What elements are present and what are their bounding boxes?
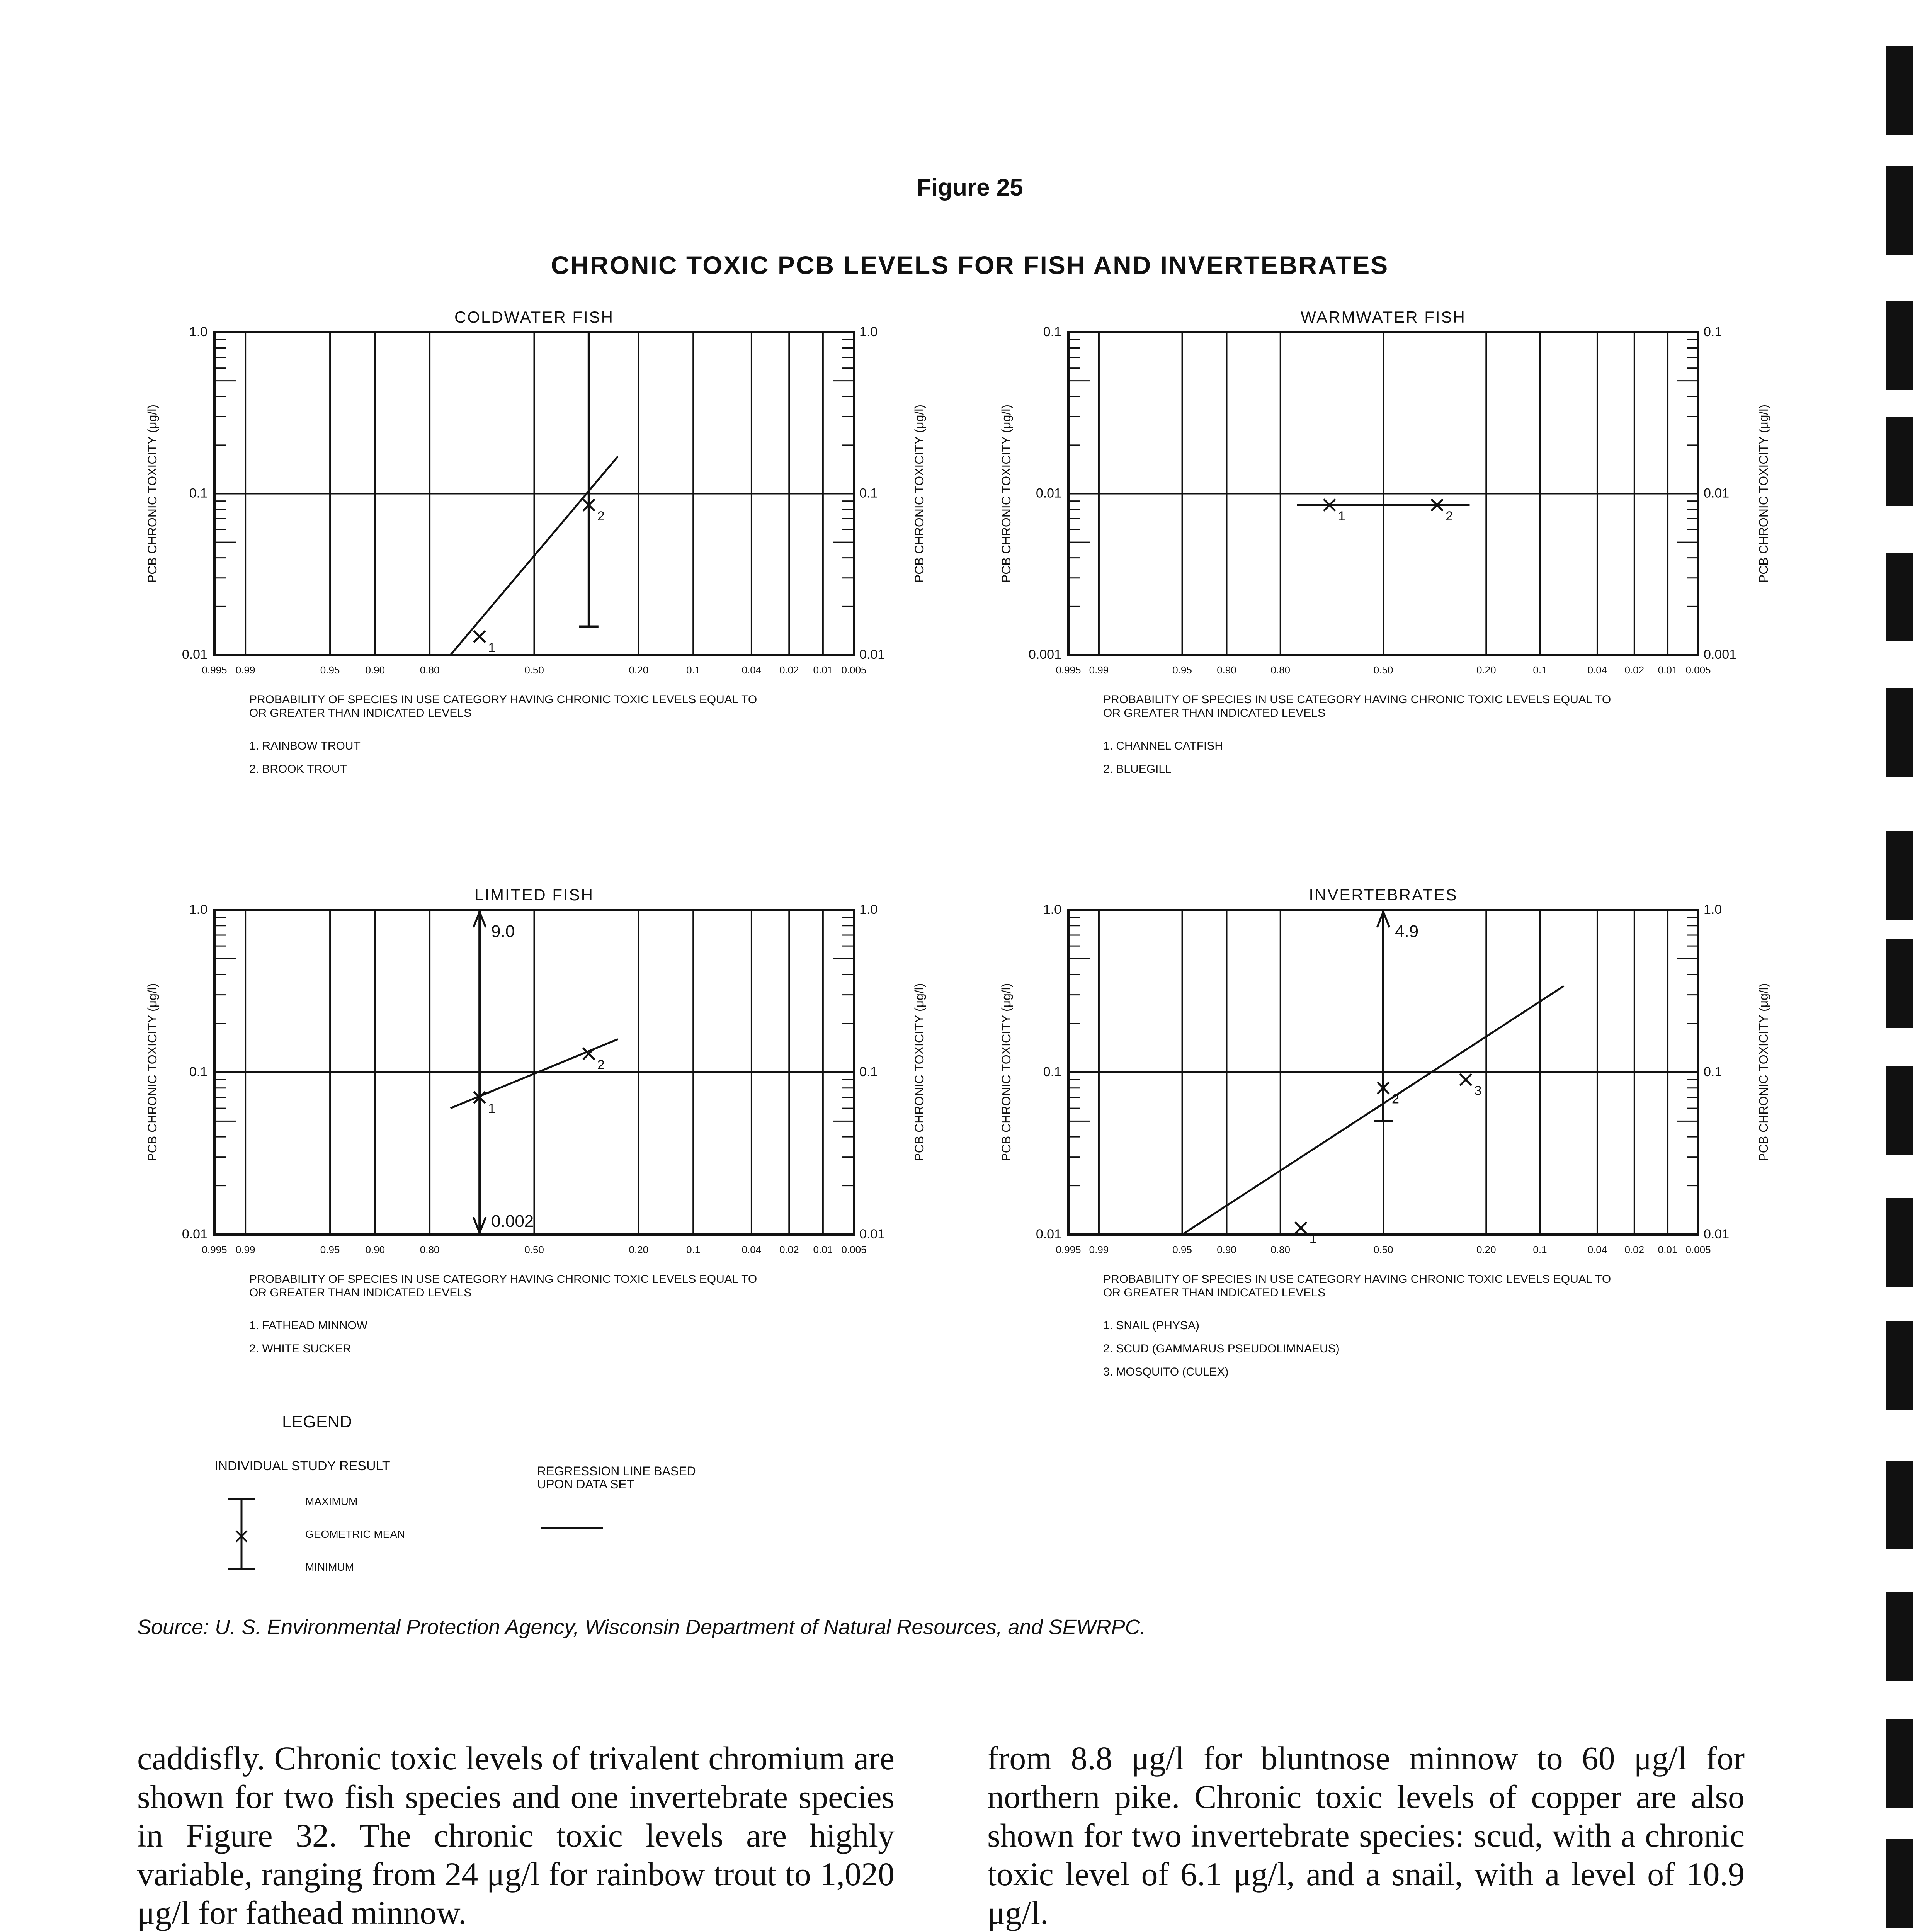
x-tick-label: 0.50 xyxy=(524,664,544,676)
chart-title: COLDWATER FISH xyxy=(454,308,614,326)
chart-2 xyxy=(999,308,1770,776)
y-tick-label-right: 1.0 xyxy=(1704,902,1722,917)
x-tick-label: 0.20 xyxy=(1476,1244,1496,1255)
x-tick-label: 0.90 xyxy=(365,1244,385,1255)
registration-mark xyxy=(1886,688,1913,777)
x-tick-label: 0.005 xyxy=(1685,664,1711,676)
x-tick-label: 0.99 xyxy=(235,664,255,676)
x-tick-label: 0.01 xyxy=(813,1244,833,1255)
species-key-item: 1. FATHEAD MINNOW xyxy=(249,1319,368,1332)
regression-line xyxy=(1182,986,1564,1235)
registration-mark xyxy=(1886,553,1913,641)
y-tick-label-right: 1.0 xyxy=(859,902,878,917)
y-axis-title-left: PCB CHRONIC TOXICITY (μg/l) xyxy=(999,983,1013,1162)
data-point-label: 2 xyxy=(1446,509,1453,524)
registration-mark xyxy=(1886,1461,1913,1549)
x-tick-label: 0.20 xyxy=(1476,664,1496,676)
x-tick-label: 0.50 xyxy=(1373,1244,1393,1255)
x-tick-label: 0.1 xyxy=(1533,664,1547,676)
y-tick-label-right: 0.1 xyxy=(859,486,878,501)
x-tick-label: 0.04 xyxy=(1587,664,1607,676)
x-tick-label: 0.01 xyxy=(813,664,833,676)
registration-mark xyxy=(1886,1066,1913,1155)
y-tick-label-left: 0.01 xyxy=(182,647,207,662)
x-tick-label: 0.005 xyxy=(1685,1244,1711,1255)
chart-title: LIMITED FISH xyxy=(474,886,594,904)
registration-mark xyxy=(1886,1839,1913,1928)
data-point-label: 2 xyxy=(597,509,605,524)
species-key-item: 1. RAINBOW TROUT xyxy=(249,740,361,752)
x-tick-label: 0.20 xyxy=(629,664,649,676)
range-max-label: 9.0 xyxy=(491,922,515,941)
data-point xyxy=(1295,1222,1307,1234)
paragraph: from 8.8 μg/l for bluntnose minnow to 60 μg/l for northern pike. Chronic toxic levels of copper are also shown for two invertebrate species: scud, with a chronic toxic level of 6.1 μg/l, and a snail, with a level of 10.9 μg/l. xyxy=(987,1740,1745,1931)
x-tick-label: 0.02 xyxy=(1624,1244,1645,1255)
y-tick-label-left: 0.01 xyxy=(1036,486,1061,501)
legend-regression-line1: REGRESSION LINE BASED xyxy=(537,1464,696,1478)
registration-mark xyxy=(1886,166,1913,255)
y-tick-label-left: 0.1 xyxy=(189,1065,207,1079)
y-tick-label-left: 0.01 xyxy=(1036,1227,1061,1242)
y-tick-label-left: 1.0 xyxy=(189,902,207,917)
y-tick-label-right: 0.1 xyxy=(1704,325,1722,339)
data-point xyxy=(1460,1074,1471,1085)
species-key-item: 2. BLUEGILL xyxy=(1103,763,1172,776)
x-tick-label: 0.995 xyxy=(202,664,227,676)
x-tick-label: 0.95 xyxy=(1172,1244,1192,1255)
registration-mark xyxy=(1886,1321,1913,1410)
y-tick-label-right: 0.01 xyxy=(859,1227,885,1242)
y-axis-title-right: PCB CHRONIC TOXICITY (μg/l) xyxy=(1757,404,1770,583)
x-tick-label: 0.01 xyxy=(1658,664,1678,676)
species-key-item: 2. SCUD (GAMMARUS PSEUDOLIMNAEUS) xyxy=(1103,1342,1340,1355)
x-tick-label: 0.01 xyxy=(1658,1244,1678,1255)
figure-title: CHRONIC TOXIC PCB LEVELS FOR FISH AND INVERTEBRATES xyxy=(551,251,1389,279)
x-axis-title-line2: OR GREATER THAN INDICATED LEVELS xyxy=(249,1286,472,1299)
registration-mark xyxy=(1886,301,1913,390)
chart-title: WARMWATER FISH xyxy=(1301,308,1466,326)
range-max-label: 4.9 xyxy=(1395,922,1419,941)
registration-mark xyxy=(1886,1198,1913,1287)
registration-mark xyxy=(1886,417,1913,506)
data-point-label: 1 xyxy=(1338,509,1345,524)
legend-regression-label xyxy=(537,1464,696,1491)
y-tick-label-right: 0.1 xyxy=(1704,1065,1722,1079)
species-key-item: 1. SNAIL (PHYSA) xyxy=(1103,1319,1199,1332)
legend-individual-label: INDIVIDUAL STUDY RESULT xyxy=(214,1459,390,1473)
legend-symbols xyxy=(228,1499,603,1569)
x-tick-label: 0.80 xyxy=(1270,1244,1291,1255)
y-tick-label-right: 1.0 xyxy=(859,325,878,339)
x-axis-title-line2: OR GREATER THAN INDICATED LEVELS xyxy=(1103,707,1326,719)
x-axis-title-line1: PROBABILITY OF SPECIES IN USE CATEGORY HAVING CHRONIC TOXIC LEVELS EQUAL TO xyxy=(1103,693,1611,706)
x-tick-label: 0.1 xyxy=(1533,1244,1547,1255)
chart-title: INVERTEBRATES xyxy=(1309,886,1458,904)
y-tick-label-left: 0.1 xyxy=(189,486,207,501)
y-tick-label-right: 0.1 xyxy=(859,1065,878,1079)
x-axis-title-line2: OR GREATER THAN INDICATED LEVELS xyxy=(249,707,472,719)
y-axis-title-left: PCB CHRONIC TOXICITY (μg/l) xyxy=(145,983,159,1162)
x-tick-label: 0.90 xyxy=(1217,1244,1236,1255)
data-point-label: 2 xyxy=(1392,1092,1399,1107)
x-axis-title-line2: OR GREATER THAN INDICATED LEVELS xyxy=(1103,1286,1326,1299)
y-tick-label-left: 0.001 xyxy=(1028,647,1061,662)
x-tick-label: 0.90 xyxy=(1217,664,1236,676)
y-tick-label-left: 1.0 xyxy=(1043,902,1061,917)
x-tick-label: 0.20 xyxy=(629,1244,649,1255)
chart-4 xyxy=(999,886,1770,1378)
y-tick-label-left: 1.0 xyxy=(189,325,207,339)
source-note: Source: U. S. Environmental Protection Agency, Wisconsin Department of Natural Resources, and SEWRPC. xyxy=(137,1616,1146,1639)
x-tick-label: 0.80 xyxy=(420,1244,440,1255)
legend-minimum-label: MINIMUM xyxy=(305,1561,354,1573)
range-min-label: 0.002 xyxy=(491,1212,534,1231)
x-tick-label: 0.02 xyxy=(779,664,799,676)
registration-mark xyxy=(1886,831,1913,920)
x-tick-label: 0.04 xyxy=(742,664,762,676)
y-axis-title-right: PCB CHRONIC TOXICITY (μg/l) xyxy=(1757,983,1770,1162)
y-tick-label-right: 0.01 xyxy=(1704,1227,1730,1242)
figure-number: Figure 25 xyxy=(917,174,1023,201)
data-point-label: 2 xyxy=(597,1058,605,1073)
x-axis-title-line1: PROBABILITY OF SPECIES IN USE CATEGORY HAVING CHRONIC TOXIC LEVELS EQUAL TO xyxy=(249,1273,757,1286)
x-tick-label: 0.95 xyxy=(320,664,340,676)
legend-title: LEGEND xyxy=(282,1412,352,1431)
x-tick-label: 0.80 xyxy=(1270,664,1291,676)
x-tick-label: 0.995 xyxy=(1056,664,1081,676)
registration-mark xyxy=(1886,1719,1913,1808)
x-tick-label: 0.04 xyxy=(742,1244,762,1255)
text-column-left xyxy=(137,1739,895,1932)
x-tick-label: 0.50 xyxy=(1373,664,1393,676)
species-key-item: 3. MOSQUITO (CULEX) xyxy=(1103,1366,1229,1378)
y-tick-label-right: 0.01 xyxy=(859,647,885,662)
chart-3 xyxy=(145,886,926,1355)
x-tick-label: 0.02 xyxy=(779,1244,799,1255)
scan-marks xyxy=(1886,46,1913,1932)
registration-mark xyxy=(1886,46,1913,135)
data-point-label: 1 xyxy=(488,1101,496,1116)
x-tick-label: 0.1 xyxy=(686,1244,701,1255)
y-axis-title-right: PCB CHRONIC TOXICITY (μg/l) xyxy=(912,404,926,583)
data-point-label: 1 xyxy=(488,640,496,655)
x-tick-label: 0.80 xyxy=(420,664,440,676)
x-tick-label: 0.005 xyxy=(841,664,867,676)
species-key-item: 2. BROOK TROUT xyxy=(249,763,347,776)
x-tick-label: 0.02 xyxy=(1624,664,1645,676)
y-axis-title-left: PCB CHRONIC TOXICITY (μg/l) xyxy=(145,404,159,583)
y-tick-label-left: 0.1 xyxy=(1043,325,1061,339)
y-tick-label-right: 0.001 xyxy=(1704,647,1737,662)
x-tick-label: 0.99 xyxy=(1089,1244,1109,1255)
y-tick-label-right: 0.01 xyxy=(1704,486,1730,501)
data-point-label: 1 xyxy=(1309,1231,1317,1247)
chart-1 xyxy=(145,308,926,776)
species-key-item: 2. WHITE SUCKER xyxy=(249,1342,351,1355)
x-tick-label: 0.50 xyxy=(524,1244,544,1255)
x-axis-title-line1: PROBABILITY OF SPECIES IN USE CATEGORY HAVING CHRONIC TOXIC LEVELS EQUAL TO xyxy=(1103,1273,1611,1286)
legend-regression-line2: UPON DATA SET xyxy=(537,1477,634,1491)
y-tick-label-left: 0.01 xyxy=(182,1227,207,1242)
y-axis-title-right: PCB CHRONIC TOXICITY (μg/l) xyxy=(912,983,926,1162)
legend-geomean-label: GEOMETRIC MEAN xyxy=(305,1528,405,1540)
data-point xyxy=(474,631,485,642)
x-tick-label: 0.04 xyxy=(1587,1244,1607,1255)
registration-mark xyxy=(1886,939,1913,1028)
x-tick-label: 0.995 xyxy=(202,1244,227,1255)
x-tick-label: 0.005 xyxy=(841,1244,867,1255)
text-column-right xyxy=(987,1739,1745,1932)
y-tick-label-left: 0.1 xyxy=(1043,1065,1061,1079)
x-tick-label: 0.95 xyxy=(320,1244,340,1255)
registration-mark xyxy=(1886,1592,1913,1681)
legend-maximum-label: MAXIMUM xyxy=(305,1495,358,1507)
x-tick-label: 0.95 xyxy=(1172,664,1192,676)
x-tick-label: 0.90 xyxy=(365,664,385,676)
x-axis-title-line1: PROBABILITY OF SPECIES IN USE CATEGORY HAVING CHRONIC TOXIC LEVELS EQUAL TO xyxy=(249,693,757,706)
species-key-item: 1. CHANNEL CATFISH xyxy=(1103,740,1223,752)
x-tick-label: 0.1 xyxy=(686,664,701,676)
paragraph: caddisfly. Chronic toxic levels of trivalent chromium are shown for two fish species and one invertebrate species in Figure 32. The chronic toxic levels are highly variable, ranging from 24 μg/l for rainbow trout to 1,020 μg/l for fathead minnow. xyxy=(137,1740,895,1931)
x-tick-label: 0.995 xyxy=(1056,1244,1081,1255)
data-point-label: 3 xyxy=(1474,1083,1482,1099)
y-axis-title-left: PCB CHRONIC TOXICITY (μg/l) xyxy=(999,404,1013,583)
x-tick-label: 0.99 xyxy=(1089,664,1109,676)
x-tick-label: 0.99 xyxy=(235,1244,255,1255)
